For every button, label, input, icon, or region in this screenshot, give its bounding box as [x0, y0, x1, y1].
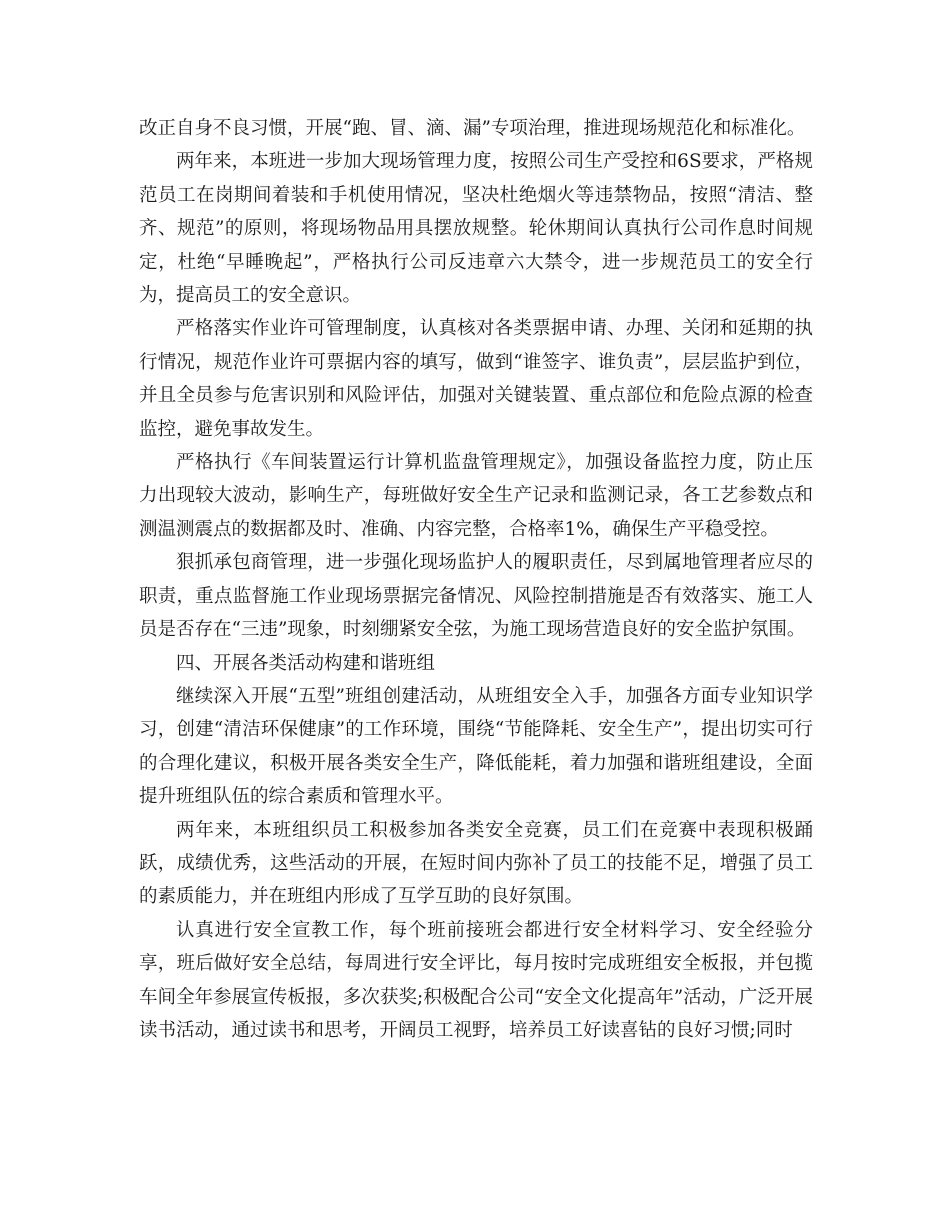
paragraph: 继续深入开展“五型”班组创建活动，从班组安全入手，加强各方面专业知识学习，创建“清洁环保健康”的工作环境，围绕“节能降耗、安全生产”，提出切实可行的合理化建议，积极开展各类安全生产，降低能耗，着力加强和谐班组建设，全面提升班组队伍的综合素质和管理水平。 — [139, 685, 813, 808]
paragraph: 认真进行安全宣教工作，每个班前接班会都进行安全材料学习、安全经验分享，班后做好安全总结，每周进行安全评比，每月按时完成班组安全板报，并包揽车间全年参展宣传板报，多次获奖;积极配合公司“安全文化提高年”活动，广泛开展读书活动，通过读书和思考，开阔员工视野，培养员工好读喜钻的良好习惯;同时 — [139, 919, 813, 1041]
paragraph: 改正自身不良习惯，开展“跑、冒、滴、漏”专项治理，推进现场规范化和标准化。 — [139, 118, 806, 139]
paragraph: 两年来，本班进一步加大现场管理力度，按照公司生产受控和6S要求，严格规范员工在岗期间着装和手机使用情况，坚决杜绝烟火等违禁物品，按照“清洁、整齐、规范”的原则，将现场物品用具摆放规整。轮休期间认真执行公司作息时间规定，杜绝“早睡晚起”，严格执行公司反违章六大禁令，进一步规范员工的安全行为，提高员工的安全意识。 — [139, 151, 813, 307]
paragraph: 严格执行《车间装置运行计算机监盘管理规定》，加强设备监控力度，防止压力出现较大波动，影响生产，每班做好安全生产记录和监测记录，各工艺参数点和测温测震点的数据都及时、准确、内容完整，合格率1%，确保生产平稳受控。 — [139, 452, 813, 540]
paragraph: 两年来，本班组织员工积极参加各类安全竞赛，员工们在竞赛中表现积极踊跃，成绩优秀，这些活动的开展，在短时间内弥补了员工的技能不足，增强了员工的素质能力，并在班组内形成了互学互助的良好氛围。 — [139, 819, 813, 908]
paragraph: 严格落实作业许可管理制度，认真核对各类票据申请、办理、关闭和延期的执行情况，规范作业许可票据内容的填写，做到“谁签字、谁负责”，层层监护到位，并且全员参与危害识别和风险评估，加强对关键装置、重点部位和危险点源的检查监控，避免事故发生。 — [139, 318, 813, 440]
paragraph: 狠抓承包商管理，进一步强化现场监护人的履职责任，尽到属地管理者应尽的职责，重点监督施工作业现场票据完备情况、风险控制措施是否有效落实、施工人员是否存在“三违”现象，时刻绷紧安全弦，为施工现场营造良好的安全监护氛围。 — [139, 552, 813, 641]
section-heading: 四、开展各类活动构建和谐班组 — [176, 652, 436, 674]
document-body — [139, 112, 813, 1047]
